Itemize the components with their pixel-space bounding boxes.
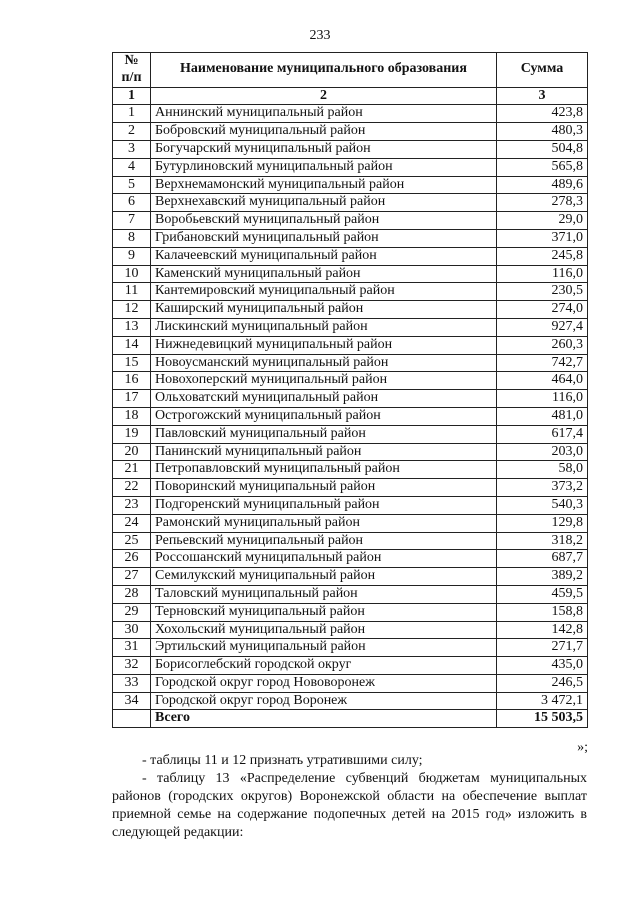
row-name: Борисоглебский городской округ	[151, 657, 497, 675]
row-value: 617,4	[497, 425, 588, 443]
row-name: Новоусманский муниципальный район	[151, 354, 497, 372]
header-name: Наименование муниципального образования	[151, 53, 497, 88]
column-index: 1	[113, 87, 151, 105]
table-header-row	[113, 53, 588, 88]
row-number: 15	[113, 354, 151, 372]
row-number: 6	[113, 194, 151, 212]
row-value: 373,2	[497, 479, 588, 497]
row-value: 116,0	[497, 265, 588, 283]
row-value: 278,3	[497, 194, 588, 212]
row-value: 504,8	[497, 140, 588, 158]
row-name: Терновский муниципальный район	[151, 603, 497, 621]
row-number: 9	[113, 247, 151, 265]
row-name: Верхнемамонский муниципальный район	[151, 176, 497, 194]
table-row	[113, 372, 588, 390]
row-value: 274,0	[497, 301, 588, 319]
table-row	[113, 247, 588, 265]
row-number: 28	[113, 585, 151, 603]
table-row	[113, 265, 588, 283]
row-value: 742,7	[497, 354, 588, 372]
row-name: Лискинский муниципальный район	[151, 318, 497, 336]
header-sum: Сумма	[497, 53, 588, 88]
row-value: 58,0	[497, 461, 588, 479]
table-row	[113, 692, 588, 710]
row-value: 271,7	[497, 639, 588, 657]
row-value: 116,0	[497, 390, 588, 408]
table-row	[113, 568, 588, 586]
table-row	[113, 621, 588, 639]
row-value: 129,8	[497, 514, 588, 532]
row-name: Россошанский муниципальный район	[151, 550, 497, 568]
table-row	[113, 354, 588, 372]
row-name: Ольховатский муниципальный район	[151, 390, 497, 408]
row-value: 489,6	[497, 176, 588, 194]
row-number: 7	[113, 212, 151, 230]
row-value: 459,5	[497, 585, 588, 603]
table-row	[113, 532, 588, 550]
row-number: 5	[113, 176, 151, 194]
row-name: Калачеевский муниципальный район	[151, 247, 497, 265]
row-number: 26	[113, 550, 151, 568]
table-row	[113, 407, 588, 425]
table-row	[113, 283, 588, 301]
table-row	[113, 318, 588, 336]
row-number: 10	[113, 265, 151, 283]
table-row	[113, 301, 588, 319]
row-value: 3 472,1	[497, 692, 588, 710]
row-name: Нижнедевицкий муниципальный район	[151, 336, 497, 354]
row-name: Кантемировский муниципальный район	[151, 283, 497, 301]
row-number: 11	[113, 283, 151, 301]
row-number: 2	[113, 123, 151, 141]
row-name: Аннинский муниципальный район	[151, 105, 497, 123]
row-number: 14	[113, 336, 151, 354]
row-name: Семилукский муниципальный район	[151, 568, 497, 586]
row-name: Воробьевский муниципальный район	[151, 212, 497, 230]
row-name: Эртильский муниципальный район	[151, 639, 497, 657]
row-number: 3	[113, 140, 151, 158]
table-row	[113, 514, 588, 532]
table-row	[113, 585, 588, 603]
table-row	[113, 123, 588, 141]
row-name: Павловский муниципальный район	[151, 425, 497, 443]
row-name: Поворинский муниципальный район	[151, 479, 497, 497]
row-number: 13	[113, 318, 151, 336]
row-value: 203,0	[497, 443, 588, 461]
subventions-table	[112, 52, 588, 728]
row-value: 687,7	[497, 550, 588, 568]
row-number: 19	[113, 425, 151, 443]
row-name: Новохоперский муниципальный район	[151, 372, 497, 390]
table-row	[113, 496, 588, 514]
table-row	[113, 194, 588, 212]
row-number: 23	[113, 496, 151, 514]
table-row	[113, 479, 588, 497]
paragraph-table-13: - таблицу 13 «Распределение субвенций бюджетам муниципальных районов (городских округов) Воронежской области на обеспечение выплат приемной семье на содержание подопечных детей на 2015 год» изложить в следующей редакции:	[112, 771, 587, 840]
row-number: 31	[113, 639, 151, 657]
header-num: № п/п	[113, 53, 151, 88]
row-value: 371,0	[497, 229, 588, 247]
column-index-row	[113, 87, 588, 105]
row-name: Подгоренский муниципальный район	[151, 496, 497, 514]
row-number: 30	[113, 621, 151, 639]
table-body	[113, 105, 588, 728]
table-row	[113, 336, 588, 354]
row-number: 22	[113, 479, 151, 497]
row-number: 1	[113, 105, 151, 123]
row-value: 158,8	[497, 603, 588, 621]
row-number: 33	[113, 674, 151, 692]
row-name: Хохольский муниципальный район	[151, 621, 497, 639]
row-value: 927,4	[497, 318, 588, 336]
row-number: 16	[113, 372, 151, 390]
table-row	[113, 443, 588, 461]
row-number: 25	[113, 532, 151, 550]
row-number: 29	[113, 603, 151, 621]
table-row	[113, 105, 588, 123]
row-name: Рамонский муниципальный район	[151, 514, 497, 532]
row-value: 230,5	[497, 283, 588, 301]
paragraph-tables-invalid: - таблицы 11 и 12 признать утратившими силу;	[142, 753, 423, 768]
table-row	[113, 176, 588, 194]
table-row	[113, 158, 588, 176]
row-value: 435,0	[497, 657, 588, 675]
row-value: 565,8	[497, 158, 588, 176]
row-value: 464,0	[497, 372, 588, 390]
row-name: Петропавловский муниципальный район	[151, 461, 497, 479]
row-number: 24	[113, 514, 151, 532]
row-value: 318,2	[497, 532, 588, 550]
table-row	[113, 461, 588, 479]
row-value: 423,8	[497, 105, 588, 123]
total-value: 15 503,5	[497, 710, 588, 728]
table-row	[113, 639, 588, 657]
row-value: 480,3	[497, 123, 588, 141]
total-row	[113, 710, 588, 728]
row-name: Городской округ город Воронеж	[151, 692, 497, 710]
row-number: 12	[113, 301, 151, 319]
column-index: 3	[497, 87, 588, 105]
row-value: 481,0	[497, 407, 588, 425]
total-empty	[113, 710, 151, 728]
row-name: Грибановский муниципальный район	[151, 229, 497, 247]
row-name: Бутурлиновский муниципальный район	[151, 158, 497, 176]
row-name: Острогожский муниципальный район	[151, 407, 497, 425]
row-name: Бобровский муниципальный район	[151, 123, 497, 141]
total-label: Всего	[151, 710, 497, 728]
row-name: Репьевский муниципальный район	[151, 532, 497, 550]
row-name: Панинский муниципальный район	[151, 443, 497, 461]
row-number: 18	[113, 407, 151, 425]
row-name: Верхнехавский муниципальный район	[151, 194, 497, 212]
page-number: 233	[309, 28, 331, 43]
row-number: 4	[113, 158, 151, 176]
row-number: 8	[113, 229, 151, 247]
row-value: 246,5	[497, 674, 588, 692]
row-value: 142,8	[497, 621, 588, 639]
table-row	[113, 140, 588, 158]
row-value: 389,2	[497, 568, 588, 586]
row-number: 17	[113, 390, 151, 408]
row-number: 20	[113, 443, 151, 461]
table-row	[113, 229, 588, 247]
table-row	[113, 212, 588, 230]
table-row	[113, 603, 588, 621]
table-row	[113, 657, 588, 675]
row-name: Каменский муниципальный район	[151, 265, 497, 283]
row-number: 21	[113, 461, 151, 479]
row-value: 260,3	[497, 336, 588, 354]
row-name: Богучарский муниципальный район	[151, 140, 497, 158]
table-row	[113, 390, 588, 408]
row-number: 32	[113, 657, 151, 675]
row-name: Городской округ город Нововоронеж	[151, 674, 497, 692]
table-row	[113, 425, 588, 443]
column-index: 2	[151, 87, 497, 105]
row-value: 29,0	[497, 212, 588, 230]
closing-quote: »;	[577, 740, 588, 755]
row-name: Таловский муниципальный район	[151, 585, 497, 603]
row-name: Каширский муниципальный район	[151, 301, 497, 319]
row-value: 245,8	[497, 247, 588, 265]
row-number: 34	[113, 692, 151, 710]
table-row	[113, 674, 588, 692]
row-value: 540,3	[497, 496, 588, 514]
table-row	[113, 550, 588, 568]
row-number: 27	[113, 568, 151, 586]
